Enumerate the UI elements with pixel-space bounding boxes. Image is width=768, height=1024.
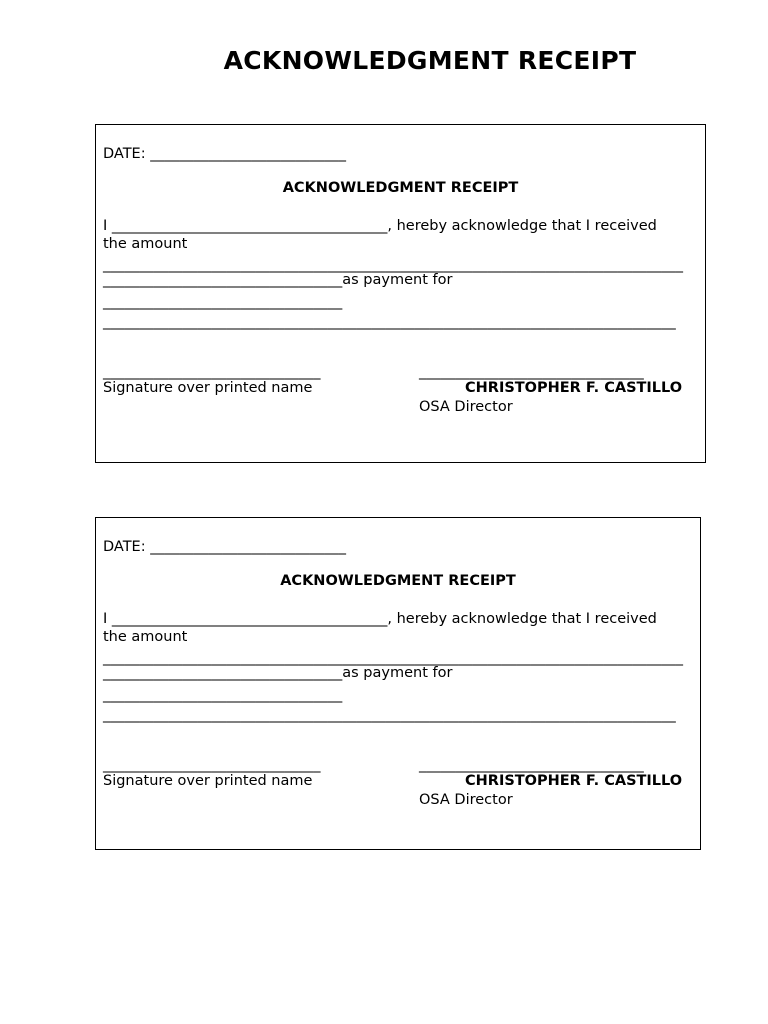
amount-label: the amount xyxy=(103,236,188,252)
signature-label: Signature over printed name xyxy=(103,773,313,789)
amount-line[interactable]: ________________________________________________________________________________ xyxy=(103,257,683,273)
date-field[interactable]: DATE: ___________________________ xyxy=(103,146,346,162)
receipt-heading: ACKNOWLEDGMENT RECEIPT xyxy=(282,180,519,196)
signature-line-left[interactable]: ______________________________ xyxy=(103,757,321,773)
director-title: OSA Director xyxy=(419,399,513,415)
payment-for-line[interactable]: _________________________________as payment for xyxy=(103,272,453,288)
director-name: CHRISTOPHER F. CASTILLO xyxy=(465,380,683,396)
recipient-name-line[interactable]: I ______________________________________, hereby acknowledge that I received xyxy=(103,218,657,234)
amount-label: the amount xyxy=(103,629,188,645)
receipt-form-2 xyxy=(95,517,701,850)
payment-detail-line-2[interactable]: _______________________________________________________________________________ xyxy=(103,707,676,723)
signature-line-right[interactable]: _______________________________ xyxy=(419,364,644,380)
recipient-name-line[interactable]: I ______________________________________, hereby acknowledge that I received xyxy=(103,611,657,627)
page-title: ACKNOWLEDGMENT RECEIPT xyxy=(223,46,637,75)
signature-line-left[interactable]: ______________________________ xyxy=(103,364,321,380)
signature-line-right[interactable]: _______________________________ xyxy=(419,757,644,773)
payment-detail-line[interactable]: _________________________________ xyxy=(103,687,343,703)
receipt-form-1 xyxy=(95,124,706,463)
date-field[interactable]: DATE: ___________________________ xyxy=(103,539,346,555)
signature-label: Signature over printed name xyxy=(103,380,313,396)
payment-detail-line-2[interactable]: _______________________________________________________________________________ xyxy=(103,314,676,330)
director-title: OSA Director xyxy=(419,792,513,808)
payment-for-line[interactable]: _________________________________as payment for xyxy=(103,665,453,681)
payment-detail-line[interactable]: _________________________________ xyxy=(103,294,343,310)
receipt-heading: ACKNOWLEDGMENT RECEIPT xyxy=(280,573,516,589)
director-name: CHRISTOPHER F. CASTILLO xyxy=(465,773,683,789)
amount-line[interactable]: ________________________________________________________________________________ xyxy=(103,650,683,666)
